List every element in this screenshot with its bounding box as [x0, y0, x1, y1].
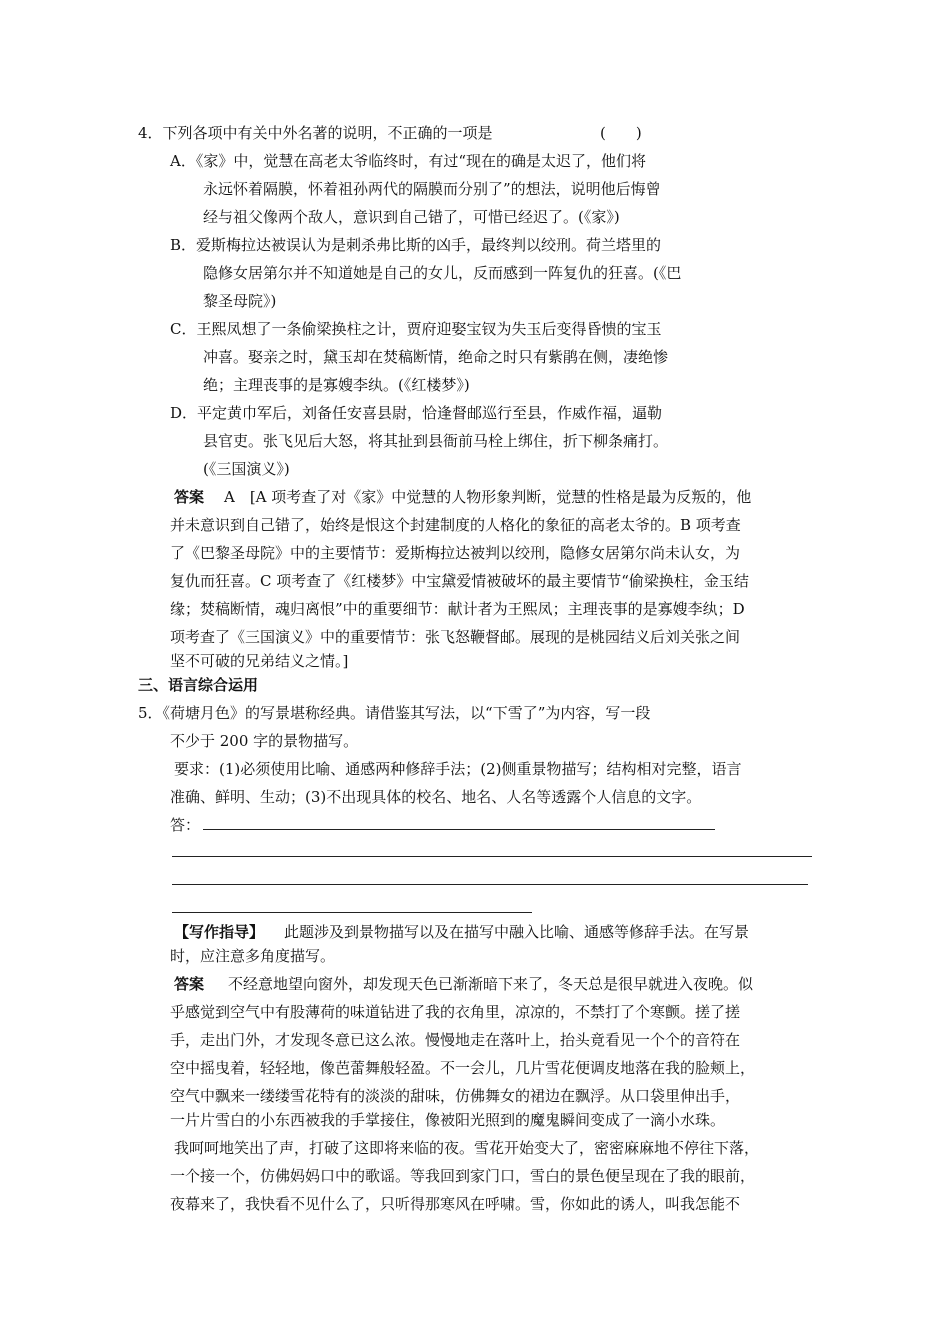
question-5-stem-line-2: 不少于 200 字的景物描写。 — [170, 732, 359, 750]
answer-blank-line-3 — [172, 884, 808, 885]
sample-answer-line-2: 乎感觉到空气中有股薄荷的味道钻进了我的衣角里，凉凉的，不禁打了个寒颤。搓了搓 — [170, 1003, 741, 1021]
option-c-line-3: 绝；主理丧事的是寡嫂李纨。(《红楼梦》) — [203, 376, 470, 394]
question-4-answer-line-5: 缘；焚稿断情，魂归离恨”中的重要细节：献计者为王熙凤；主理丧事的是寡嫂李纨；D — [170, 600, 745, 618]
question-4-answer-line-6: 项考查了《三国演义》中的重要情节：张飞怒鞭督邮。展现的是桃园结义后刘关张之间 — [170, 628, 741, 646]
sample-answer-line-7: 我呵呵地笑出了声，打破了这即将来临的夜。雪花开始变大了，密密麻麻地不停往下落， — [174, 1139, 760, 1157]
answer-blank-line-4 — [172, 912, 532, 913]
option-b-line-1: B．爱斯梅拉达被误认为是刺杀弗比斯的凶手，最终判以绞刑。荷兰塔里的 — [170, 236, 662, 254]
section-3-heading: 三、语言综合运用 — [138, 676, 259, 694]
sample-answer-line-5: 空气中飘来一缕缕雪花特有的淡淡的甜味，仿佛舞女的裙边在飘浮。从口袋里伸出手， — [170, 1087, 741, 1105]
option-d-line-3: (《三国演义》) — [203, 460, 290, 478]
option-d-line-1: D．平定黄巾军后，刘备任安喜县尉，恰逢督邮巡行至县，作威作福，逼勒 — [170, 404, 663, 422]
question-4-answer-label: 答案 — [174, 488, 205, 506]
sample-answer-line-6: 一片片雪白的小东西被我的手掌接住，像被阳光照到的魔鬼瞬间变成了一滴小水珠。 — [170, 1111, 726, 1129]
option-d-line-2: 县官吏。张飞见后大怒，将其扯到县衙前马栓上绑住，折下柳条痛打。 — [203, 432, 669, 450]
option-a-line-3: 经与祖父像两个敌人，意识到自己错了，可惜已经迟了。(《家》) — [203, 208, 620, 226]
question-4-stem: 4．下列各项中有关中外名著的说明，不正确的一项是 — [138, 124, 493, 142]
option-c-line-1: C．王熙凤想了一条偷梁换柱之计，贾府迎娶宝钗为失玉后变得昏愦的宝玉 — [170, 320, 662, 338]
question-4-answer-line-1: A [A 项考查了对《家》中觉慧的人物形象判断，觉慧的性格是最为反叛的，他 — [224, 488, 752, 506]
option-b-line-2: 隐修女居第尔并不知道她是自己的女儿，反而感到一阵复仇的狂喜。(《巴 — [203, 264, 682, 282]
option-a-line-1: A．《家》中，觉慧在高老太爷临终时，有过“现在的确是太迟了，他们将 — [170, 152, 647, 170]
question-4-answer-paren: ( ) — [600, 124, 642, 142]
sample-answer-line-3: 手，走出门外，才发现冬意已这么浓。慢慢地走在落叶上，抬头竟看见一个个的音符在 — [170, 1031, 741, 1049]
option-a-line-2: 永远怀着隔膜，怀着祖孙两代的隔膜而分别了”的想法，说明他后悔曾 — [203, 180, 661, 198]
question-5-requirements-line-1: 要求：(1)必须使用比喻、通感两种修辞手法；(2)侧重景物描写；结构相对完整，语言 — [174, 760, 742, 778]
writing-guide-line-1: 此题涉及到景物描写以及在描写中融入比喻、通感等修辞手法。在写景 — [284, 923, 750, 941]
answer-blank-line-2 — [172, 856, 812, 857]
question-4-answer-line-3: 了《巴黎圣母院》中的主要情节：爱斯梅拉达被判以绞刑，隐修女居第尔尚未认女，为 — [170, 544, 741, 562]
writing-guide-line-2: 时，应注意多角度描写。 — [170, 947, 336, 965]
question-4-answer-line-2: 并未意识到自己错了，始终是恨这个封建制度的人格化的象征的高老太爷的。B 项考查 — [170, 516, 741, 534]
answer-blank-line-1 — [203, 829, 715, 830]
option-c-line-2: 冲喜。娶亲之时，黛玉却在焚稿断情，绝命之时只有紫鹃在侧，凄绝惨 — [203, 348, 669, 366]
question-5-requirements-line-2: 准确、鲜明、生动；(3)不出现具体的校名、地名、人名等透露个人信息的文字。 — [170, 788, 702, 806]
question-5-answer-label: 答案 — [174, 975, 205, 993]
sample-answer-line-9: 夜幕来了，我快看不见什么了，只听得那寒风在呼啸。雪，你如此的诱人，叫我怎能不 — [170, 1195, 741, 1213]
sample-answer-line-8: 一个接一个，仿佛妈妈口中的歌谣。等我回到家门口，雪白的景色便呈现在了我的眼前， — [170, 1167, 756, 1185]
sample-answer-line-4: 空中摇曳着，轻轻地，像芭蕾舞般轻盈。不一会儿，几片雪花便调皮地落在我的脸颊上， — [170, 1059, 756, 1077]
sample-answer-line-1: 不经意地望向窗外，却发现天色已渐渐暗下来了，冬天总是很早就进入夜晚。似 — [228, 975, 754, 993]
question-5-answer-prompt: 答： — [170, 816, 201, 834]
option-b-line-3: 黎圣母院》) — [203, 292, 277, 310]
question-4-answer-line-7: 坚不可破的兄弟结义之情。] — [170, 652, 349, 670]
question-5-stem-line-1: 5．《荷塘月色》的写景堪称经典。请借鉴其写法，以“下雪了”为内容，写一段 — [138, 704, 651, 722]
question-4-answer-line-4: 复仇而狂喜。C 项考查了《红楼梦》中宝黛爱情被破坏的最主要情节“偷梁换柱，金玉结 — [170, 572, 749, 590]
writing-guide-label: 【写作指导】 — [174, 923, 265, 941]
